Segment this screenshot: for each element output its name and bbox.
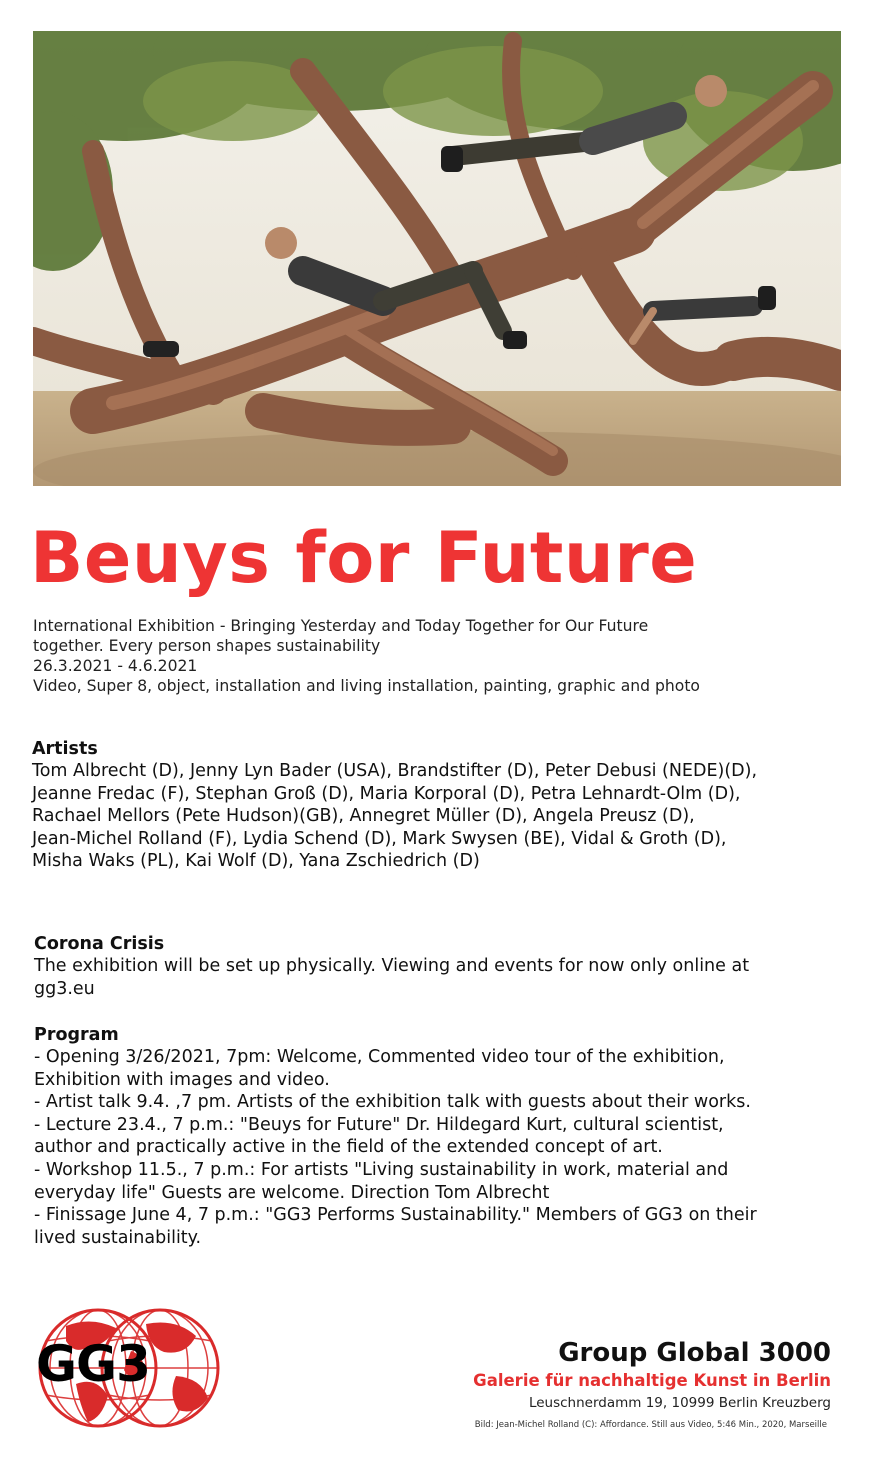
program-line: lived sustainability.: [34, 1227, 202, 1248]
gg3-logo: [36, 1306, 226, 1436]
page-title: Beuys for Future: [30, 517, 698, 599]
program-line: - Workshop 11.5., 7 p.m.: For artists "Living sustainability in work, material and: [34, 1159, 729, 1180]
logo-text: GG3: [36, 1335, 150, 1393]
program-line: - Finissage June 4, 7 p.m.: "GG3 Performs Sustainability." Members of GG3 on their: [34, 1205, 757, 1226]
program-section: [34, 1024, 854, 1249]
hero-photo: [33, 31, 841, 486]
artists-line: Rachael Mellors (Pete Hudson)(GB), Annegret Müller (D), Angela Preusz (D),: [32, 806, 695, 827]
intro-dates: 26.3.2021 - 4.6.2021: [33, 657, 198, 675]
intro-line: International Exhibition - Bringing Yesterday and Today Together for Our Future: [33, 617, 649, 635]
artists-heading: Artists: [32, 739, 98, 759]
artists-line: Jean-Michel Rolland (F), Lydia Schend (D), Mark Swysen (BE), Vidal & Groth (D),: [32, 828, 727, 849]
artists-list: [32, 760, 862, 873]
program-line: - Artist talk 9.4. ,7 pm. Artists of the exhibition talk with guests about their works.: [34, 1092, 751, 1113]
artists-line: Misha Waks (PL), Kai Wolf (D), Yana Zschiedrich (D): [32, 851, 480, 872]
corona-heading: Corona Crisis: [34, 934, 165, 954]
program-list: [34, 1046, 854, 1249]
corona-link[interactable]: gg3.eu: [34, 978, 95, 999]
program-heading: Program: [34, 1025, 119, 1045]
organization-address: Leuschnerdamm 19, 10999 Berlin Kreuzberg: [528, 1395, 831, 1411]
image-credit: Bild: Jean-Michel Rolland (C): Affordance. Still aus Video, 5:46 Min., 2020, Marseille: [474, 1420, 827, 1430]
tree-photo-illustration: [33, 31, 841, 486]
intro-line: together. Every person shapes sustainability: [33, 637, 381, 655]
organization-block: [473, 1336, 831, 1414]
artists-line: Jeanne Fredac (F), Stephan Groß (D), Maria Korporal (D), Petra Lehnardt-Olm (D),: [32, 783, 741, 804]
organization-tagline: Galerie für nachhaltige Kunst in Berlin: [473, 1371, 831, 1390]
organization-name: Group Global 3000: [558, 1338, 831, 1368]
artists-line: Tom Albrecht (D), Jenny Lyn Bader (USA), Brandstifter (D), Peter Debusi (NEDE)(D),: [32, 761, 758, 781]
program-line: - Opening 3/26/2021, 7pm: Welcome, Commented video tour of the exhibition,: [34, 1047, 725, 1067]
program-line: Exhibition with images and video.: [34, 1069, 330, 1090]
intro-media: Video, Super 8, object, installation and living installation, painting, graphic and photo: [33, 677, 700, 695]
corona-line: The exhibition will be set up physically. Viewing and events for now only online at: [34, 956, 750, 976]
artists-section: [32, 738, 862, 873]
program-line: author and practically active in the field of the extended concept of art.: [34, 1137, 663, 1158]
corona-text: [34, 955, 834, 1000]
program-line: everyday life" Guests are welcome. Direction Tom Albrecht: [34, 1182, 550, 1203]
program-line: - Lecture 23.4., 7 p.m.: "Beuys for Future" Dr. Hildegard Kurt, cultural scientist,: [34, 1114, 724, 1135]
intro: [33, 616, 833, 696]
shoe-left: [143, 341, 179, 357]
corona-section: [34, 933, 834, 1000]
